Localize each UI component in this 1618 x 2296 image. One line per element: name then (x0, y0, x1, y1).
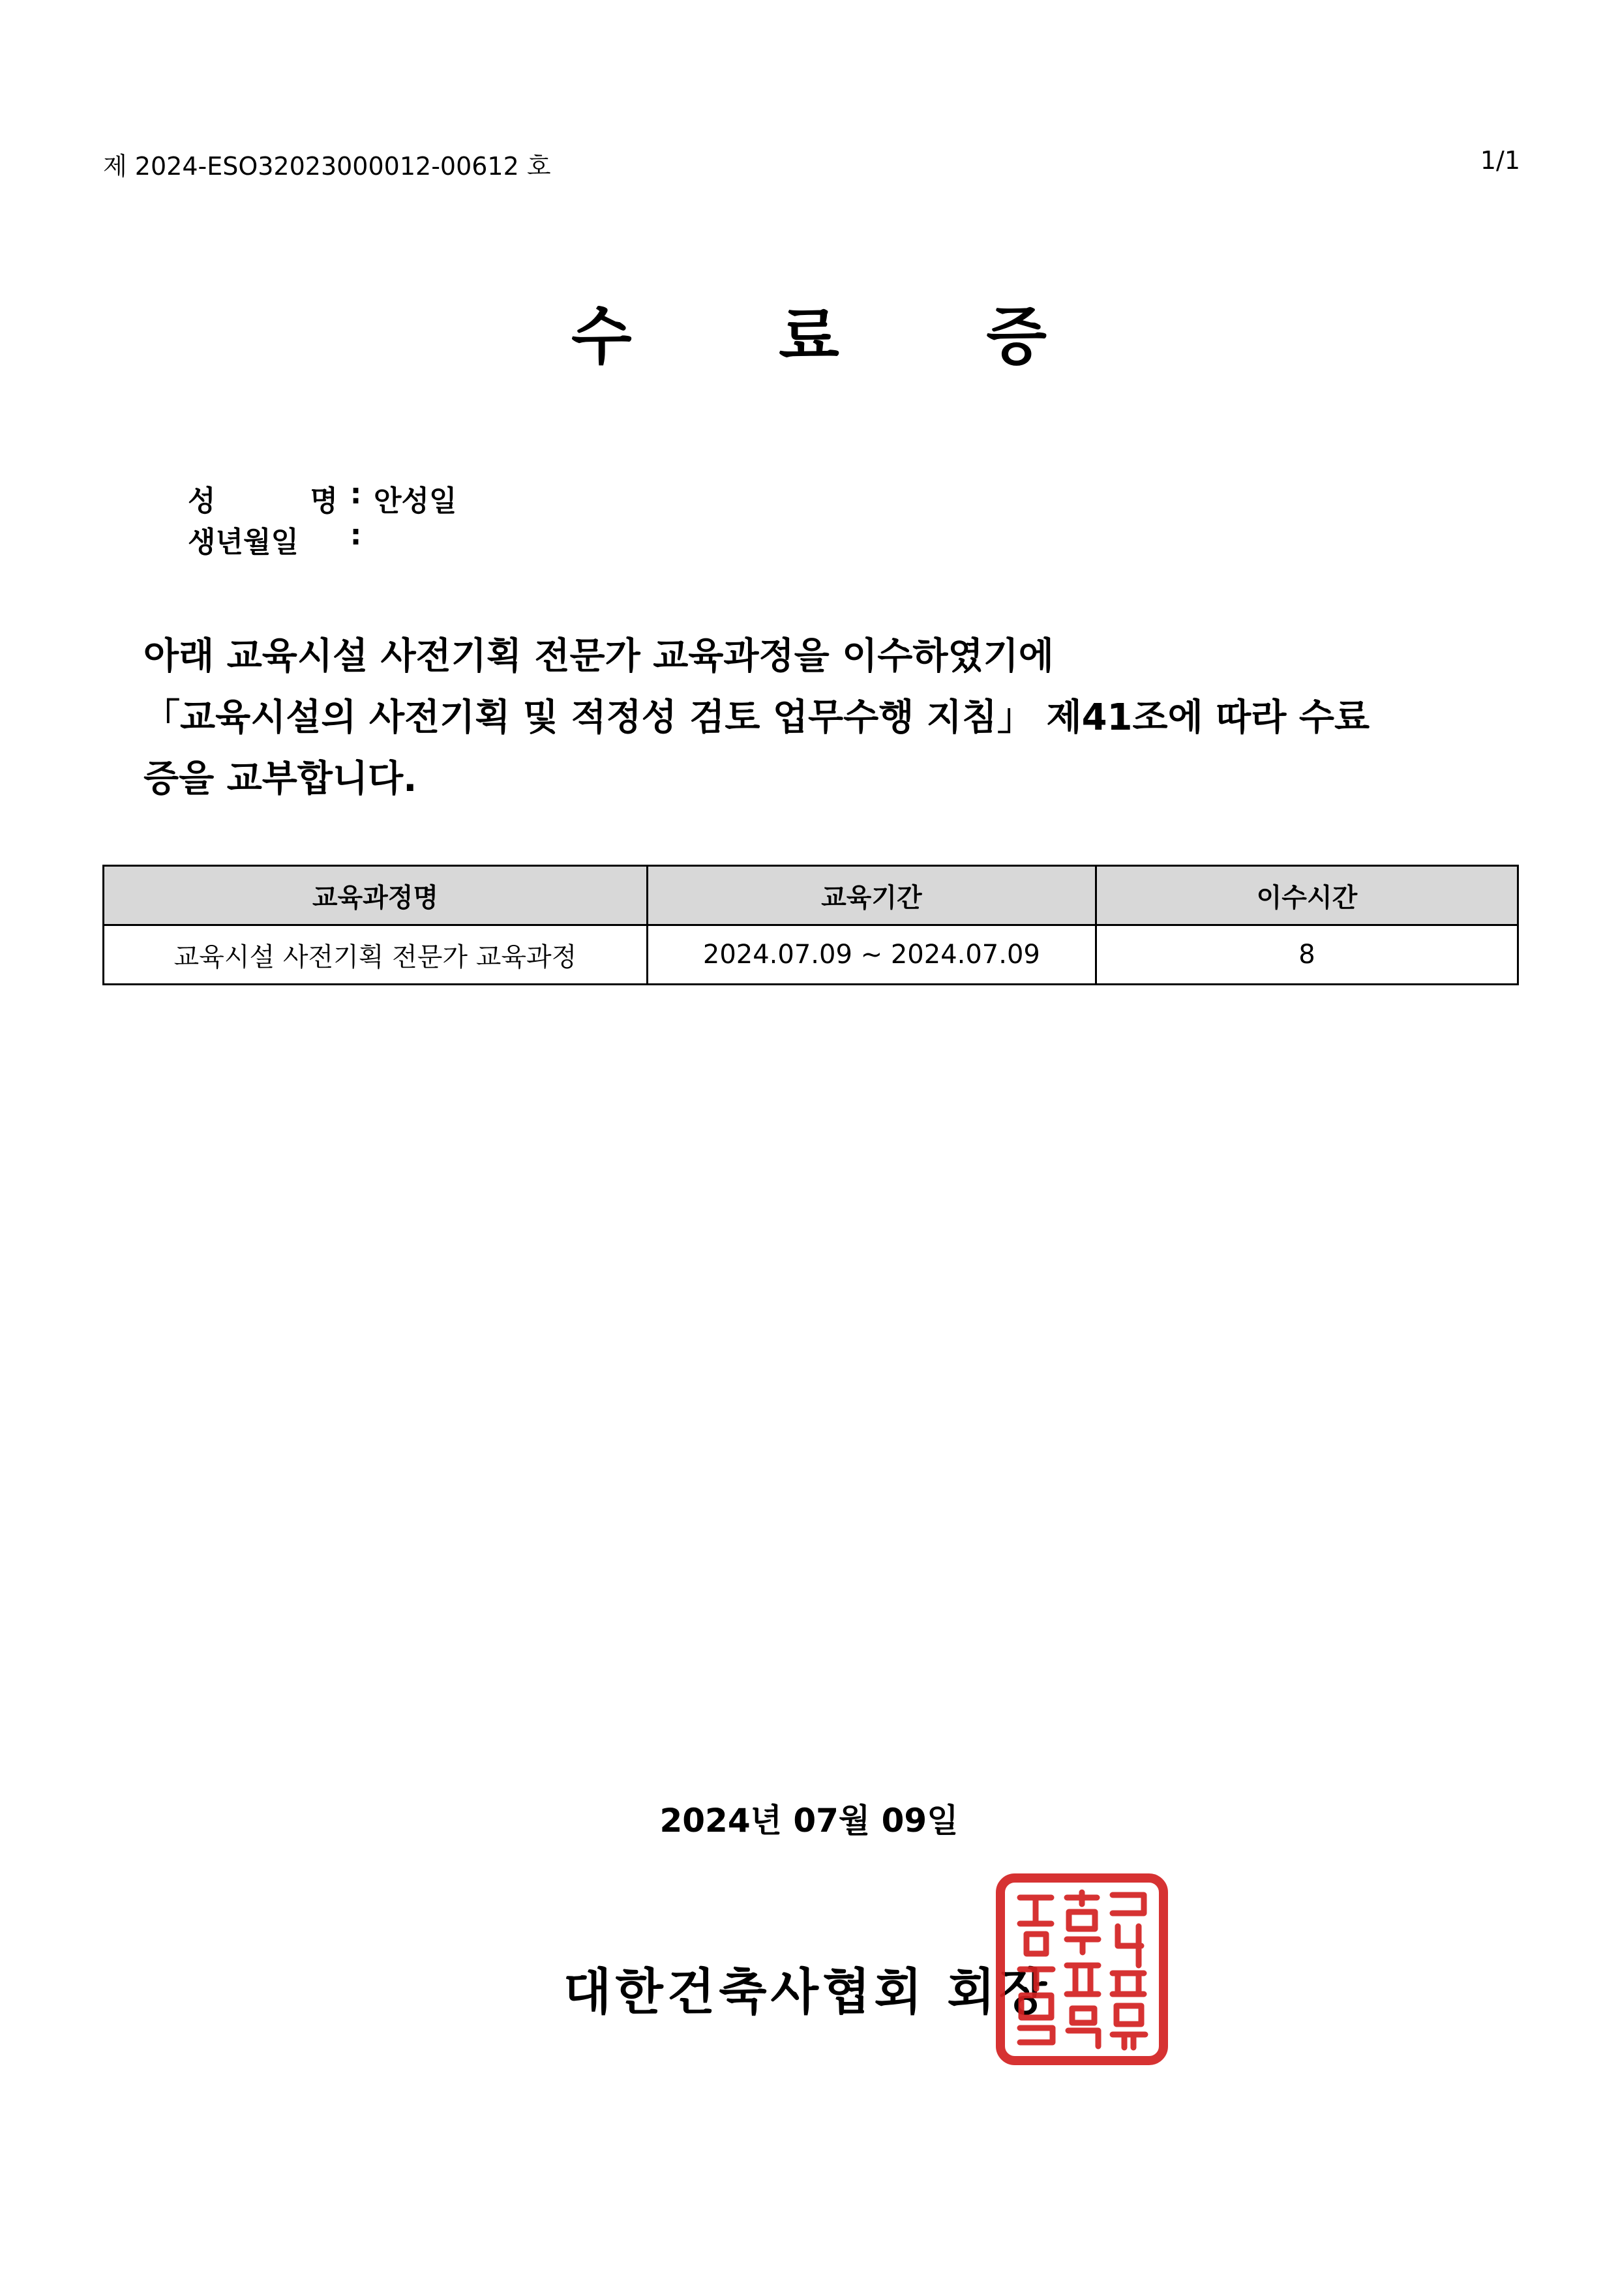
issuer-name: 대한건축사협회 회장 (563, 1963, 1051, 2021)
birth-row (188, 518, 374, 560)
course-table (102, 865, 1519, 985)
cell-course-name: 교육시설 사전기획 전문가 교육과정 (104, 925, 648, 985)
document-number: 제 2024-ESO32023000012-00612 호 (103, 152, 551, 181)
table-row (104, 925, 1518, 985)
name-row (188, 477, 457, 519)
statement-line-3: 증을 교부합니다. (143, 758, 417, 800)
certificate-title: 수 료 증 (571, 300, 1110, 373)
table-header-row (104, 866, 1518, 925)
official-seal-icon (994, 1871, 1170, 2067)
page-number: 1/1 (1480, 146, 1520, 175)
cell-completion-hours: 8 (1096, 925, 1518, 985)
cell-course-period: 2024.07.09 ~ 2024.07.09 (647, 925, 1096, 985)
birth-colon: : (350, 518, 362, 552)
statement-line-2: 「교육시설의 사전기획 및 적정성 검토 업무수행 지침」 제41조에 따라 수료 (143, 696, 1370, 739)
header-completion-hours: 이수시간 (1096, 866, 1518, 925)
birth-label: 생년월일 (188, 526, 299, 559)
name-value: 안성일 (374, 485, 457, 518)
name-label (188, 477, 338, 519)
name-label-char-2: 명 (310, 485, 338, 518)
name-label-char-1: 성 (188, 485, 216, 518)
statement-line-1: 아래 교육시설 사전기획 전문가 교육과정을 이수하였기에 (143, 635, 1054, 678)
header-course-name: 교육과정명 (104, 866, 648, 925)
certificate-statement (143, 626, 1500, 810)
issue-date: 2024년 07월 09일 (659, 1802, 959, 1840)
name-colon: : (350, 477, 362, 511)
header-course-period: 교육기간 (647, 866, 1096, 925)
